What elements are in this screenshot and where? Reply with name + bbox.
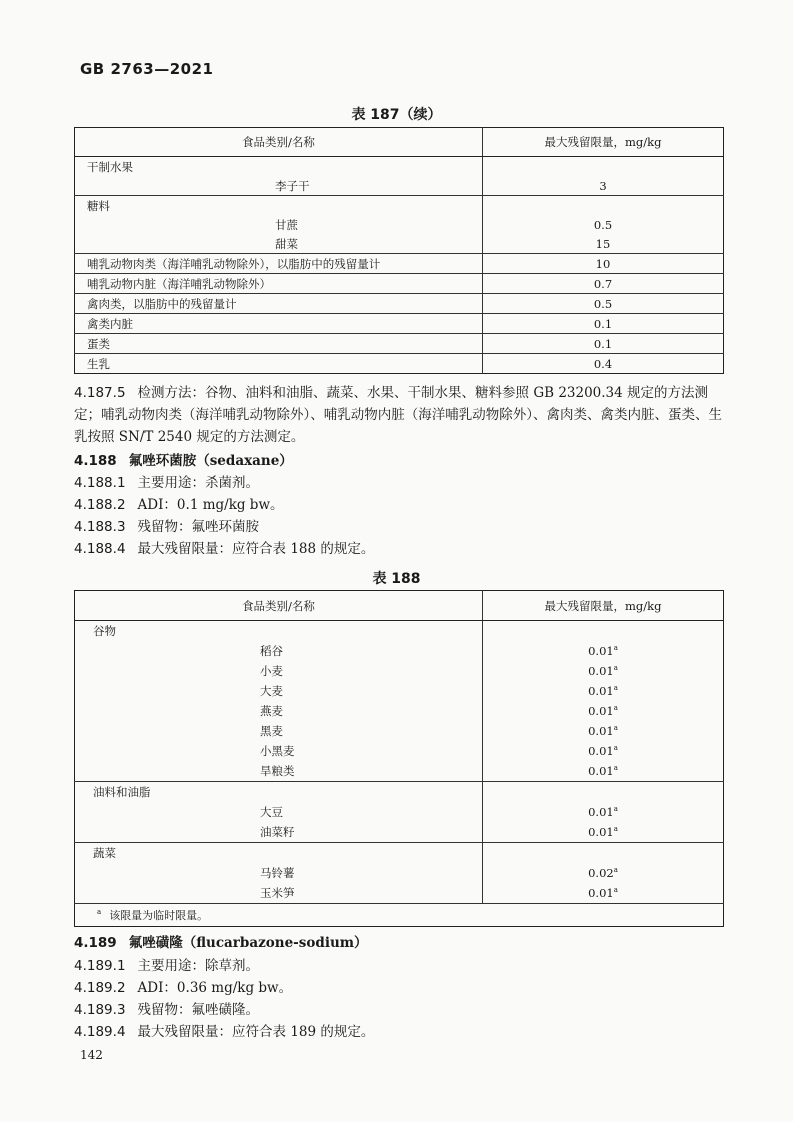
table-row: [75, 334, 724, 354]
limit-value: 0.01: [588, 644, 614, 658]
table-group-row: [75, 782, 724, 803]
max-limit-cell: [483, 843, 724, 864]
table-188-caption: 表 188: [372, 571, 421, 587]
max-limit-cell: [483, 681, 724, 701]
paragraph-4-189-3: 4.189.3 残留物：氟唑磺隆。: [74, 1002, 260, 1018]
table-row: [75, 741, 724, 761]
paragraph-4-188-3: 4.188.3 残留物：氟唑环菌胺: [74, 519, 260, 535]
table-row: [75, 274, 724, 294]
food-name-cell: 蛋类: [75, 334, 483, 354]
table-row: [75, 661, 724, 681]
limit-value: 0.01: [588, 764, 614, 778]
food-name-cell: 稻谷: [260, 644, 283, 658]
food-name-cell: 哺乳动物肉类（海洋哺乳动物除外），以脂肪中的残留量计: [75, 254, 483, 274]
table-187: [74, 127, 724, 374]
paragraph-4-188-2: 4.188.2 ADI：0.1 mg/kg bw。: [74, 497, 284, 513]
max-limit-cell: [483, 822, 724, 843]
max-limit-cell: [483, 621, 724, 642]
table-row: [75, 234, 724, 254]
table-187-caption: 表 187（续）: [351, 107, 442, 123]
max-limit-cell: [483, 863, 724, 883]
page-number: 142: [80, 1048, 103, 1062]
table-row: [75, 314, 724, 334]
paragraph-4-188-4: 4.188.4 最大残留限量：应符合表 188 的规定。: [74, 541, 375, 557]
food-name-cell: 大麦: [260, 684, 283, 698]
table-row: [75, 215, 724, 234]
column-header-max-limit: 最大残留限量，mg/kg: [483, 128, 724, 157]
food-name-cell: 大豆: [260, 805, 283, 819]
table-row: [75, 294, 724, 314]
max-limit-cell: 0.1: [483, 314, 724, 334]
food-category-cell: 谷物: [75, 621, 483, 642]
max-limit-cell: [483, 661, 724, 681]
column-header-food-name: 食品类别/名称: [75, 591, 483, 621]
max-limit-cell: 0.1: [483, 334, 724, 354]
limit-value: 0.02: [588, 866, 614, 880]
limit-value: 0.01: [588, 744, 614, 758]
food-name-cell: 燕麦: [260, 704, 283, 718]
paragraph-4-187-5: 4.187.5 检测方法：谷物、油料和油脂、蔬菜、水果、干制水果、糖料参照 GB 23200.34 规定的方法测定；哺乳动物肉类（海洋哺乳动物除外）、哺乳动物内脏（海洋哺乳动物除外）、禽肉类、禽类内脏、蛋类、生乳按照 SN/T 2540 规定的方法测定。: [74, 385, 722, 445]
table-group-row: [75, 843, 724, 864]
table-row: [75, 157, 724, 177]
footnote-marker: a: [97, 908, 102, 917]
footnote-marker: a: [613, 825, 618, 834]
max-limit-cell: 0.4: [483, 354, 724, 374]
table-row: [75, 721, 724, 741]
paragraph-4-189-1: 4.189.1 主要用途：除草剂。: [74, 958, 260, 974]
table-group-row: [75, 621, 724, 642]
food-name-cell: 油菜籽: [260, 825, 295, 839]
footnote-marker: a: [613, 886, 618, 895]
table-row: [75, 802, 724, 822]
table-188: [74, 590, 724, 927]
footnote-marker: a: [613, 866, 618, 875]
footnote-marker: a: [613, 724, 618, 733]
table-row: [75, 354, 724, 374]
column-header-food-name: 食品类别/名称: [75, 128, 483, 157]
food-category-cell: 蔬菜: [75, 843, 483, 864]
food-name-cell: 小麦: [260, 664, 283, 678]
food-name-cell: 玉米笋: [260, 886, 295, 900]
table-row: [75, 863, 724, 883]
max-limit-cell: 3: [483, 176, 724, 196]
max-limit-cell: 0.5: [483, 215, 724, 234]
max-limit-cell: [483, 782, 724, 803]
table-row: [75, 681, 724, 701]
max-limit-cell: 0.5: [483, 294, 724, 314]
document-code: GB 2763—2021: [80, 60, 214, 78]
max-limit-cell: [483, 802, 724, 822]
limit-value: 0.01: [588, 684, 614, 698]
food-name-cell: 生乳: [75, 354, 483, 374]
food-name-cell: 禽肉类，以脂肪中的残留量计: [75, 294, 483, 314]
max-limit-cell: 0.7: [483, 274, 724, 294]
food-name-cell: 黑麦: [260, 724, 283, 738]
food-name-cell: 禽类内脏: [75, 314, 483, 334]
food-name-cell: 甜菜: [275, 236, 298, 251]
table-row: [75, 254, 724, 274]
footnote-marker: a: [613, 664, 618, 673]
table-row: [75, 761, 724, 782]
paragraph-4-189-2: 4.189.2 ADI：0.36 mg/kg bw。: [74, 980, 293, 996]
food-name-cell: 甘蔗: [275, 217, 298, 232]
paragraph-4-188-1: 4.188.1 主要用途：杀菌剂。: [74, 475, 260, 491]
footnote-marker: a: [613, 684, 618, 693]
column-header-max-limit: 最大残留限量，mg/kg: [483, 591, 724, 621]
food-name-cell: 马铃薯: [260, 866, 295, 880]
paragraph-4-189-4: 4.189.4 最大残留限量：应符合表 189 的规定。: [74, 1024, 375, 1040]
limit-value: 0.01: [588, 886, 614, 900]
table-row: [75, 196, 724, 216]
limit-value: 0.01: [588, 664, 614, 678]
limit-value: 0.01: [588, 704, 614, 718]
table-footnote-row: [75, 904, 724, 927]
max-limit-cell: [483, 761, 724, 782]
table-row: [75, 822, 724, 843]
max-limit-cell: 15: [483, 234, 724, 254]
footnote-marker: a: [613, 744, 618, 753]
footnote-marker: a: [613, 764, 618, 773]
max-limit-cell: [483, 157, 724, 177]
food-name-cell: 旱粮类: [260, 764, 295, 778]
food-name-cell: 哺乳动物内脏（海洋哺乳动物除外）: [75, 274, 483, 294]
table-footnote: [75, 904, 724, 927]
section-heading-4-189: 4.189 氟唑磺隆（flucarbazone-sodium）: [74, 935, 368, 951]
max-limit-cell: [483, 741, 724, 761]
food-name-cell: 李子干: [275, 178, 310, 193]
table-row: [75, 641, 724, 661]
footnote-text: 该限量为临时限量。: [109, 909, 209, 922]
footnote-marker: a: [613, 704, 618, 713]
food-name-cell: 糖料: [75, 196, 483, 216]
limit-value: 0.01: [588, 724, 614, 738]
table-row: [75, 701, 724, 721]
footnote-marker: a: [613, 644, 618, 653]
max-limit-cell: [483, 721, 724, 741]
footnote-marker: a: [613, 805, 618, 814]
limit-value: 0.01: [588, 805, 614, 819]
section-heading-4-188: 4.188 氟唑环菌胺（sedaxane）: [74, 453, 293, 469]
max-limit-cell: [483, 641, 724, 661]
table-row: [75, 883, 724, 904]
max-limit-cell: 10: [483, 254, 724, 274]
food-name-cell: 小黑麦: [260, 744, 295, 758]
food-name-cell: 干制水果: [75, 157, 483, 177]
limit-value: 0.01: [588, 825, 614, 839]
food-category-cell: 油料和油脂: [75, 782, 483, 803]
table-row: [75, 176, 724, 196]
max-limit-cell: [483, 196, 724, 216]
max-limit-cell: [483, 701, 724, 721]
max-limit-cell: [483, 883, 724, 904]
